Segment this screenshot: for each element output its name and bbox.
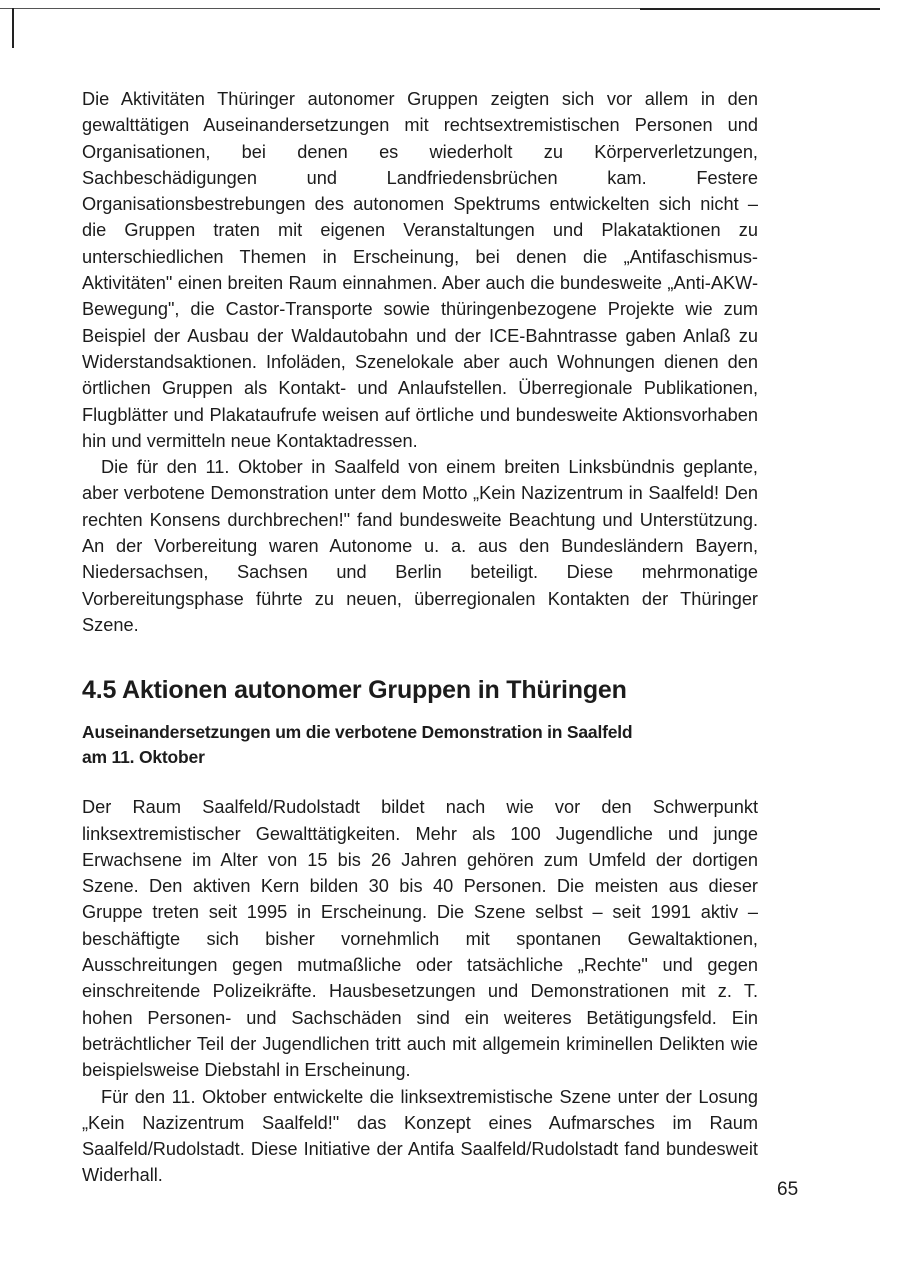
subheading-line: am 11. Oktober — [82, 747, 205, 768]
page-body — [82, 86, 758, 1189]
body-paragraph: Für den 11. Oktober entwickelte die linksextremistische Szene unter der Losung „Kein Nazizentrum Saalfeld!" das Konzept eines Aufmarsches im Raum Saalfeld/Rudolstadt. Diese Initiative der Antifa Saalfeld/Rudolstadt fand bundesweit Widerhall. — [82, 1086, 758, 1186]
subheading — [82, 720, 758, 770]
subheading-line: Auseinandersetzungen um die verbotene Demonstration in Saalfeld — [82, 722, 633, 743]
body-paragraph: Die Aktivitäten Thüringer autonomer Gruppen zeigten sich vor allem in den gewalttätigen Auseinandersetzungen mit rechtsextremistischen Personen und Organisationen, bei denen es wiederholt zu Körperverletzungen, Sachbeschädigungen und Landfriedensbrüchen kam. Festere Organisationsbestrebungen des autonomen Spektrums entwickelten sich nicht – die Gruppen traten mit eigenen Veranstaltungen und Plakataktionen zu unterschiedlichen Themen in Erscheinung, bei denen die „Antifaschismus-Aktivitäten" einen breiten Raum einnahmen. Aber auch die bundesweite „Anti-AKW-Bewegung", die Castor-Transporte sowie thüringenbezogene Projekte wie zum Beispiel der Ausbau der Waldautobahn und der ICE-Bahntrasse gaben Anlaß zu Widerstandsaktionen. Infoläden, Szenelokale aber auch Wohnungen dienen den örtlichen Gruppen als Kontakt- und Anlaufstellen. Überregionale Publikationen, Flugblätter und Plakataufrufe weisen auf örtliche und bundesweite Aktionsvorhaben hin und vermitteln neue Kontaktadressen. — [82, 89, 758, 451]
body-paragraph: Der Raum Saalfeld/Rudolstadt bildet nach wie vor den Schwerpunkt linksextremistischer Gewalttätigkeiten. Mehr als 100 Jugendliche und junge Erwachsene im Alter von 15 bis 26 Jahren gehören zum Umfeld der dortigen Szene. Den aktiven Kern bilden 30 bis 40 Personen. Die meisten aus dieser Gruppe treten seit 1995 in Erscheinung. Die Szene selbst – seit 1991 aktiv – beschäftigte sich bisher vornehmlich mit spontanen Gewaltaktionen, Ausschreitungen gegen mutmaßliche oder tatsächliche „Rechte" und gegen einschreitende Polizeikräfte. Hausbesetzungen und Demonstrationen mit z. T. hohen Personen- und Sachschäden sind ein weiteres Betätigungsfeld. Ein beträchtlicher Teil der Jugendlichen tritt auch mit allgemein kriminellen Delikten wie beispielsweise Diebstahl in Erscheinung. — [82, 797, 758, 1081]
scan-edge-line-dark — [640, 8, 880, 10]
scan-corner-mark — [12, 8, 14, 48]
body-paragraph: Die für den 11. Oktober in Saalfeld von einem breiten Linksbündnis geplante, aber verbotene Demonstration unter dem Motto „Kein Nazizentrum in Saalfeld! Den rechten Konsens durchbrechen!" fand bundesweite Beachtung und Unterstützung. An der Vorbereitung waren Autonome u. a. aus den Bundesländern Bayern, Niedersachsen, Sachsen und Berlin beteiligt. Diese mehrmonatige Vorbereitungsphase führte zu neuen, überregionalen Kontakten der Thüringer Szene. — [82, 457, 758, 635]
page-number: 65 — [777, 1179, 799, 1200]
section-heading: 4.5 Aktionen autonomer Gruppen in Thüringen — [82, 676, 627, 705]
